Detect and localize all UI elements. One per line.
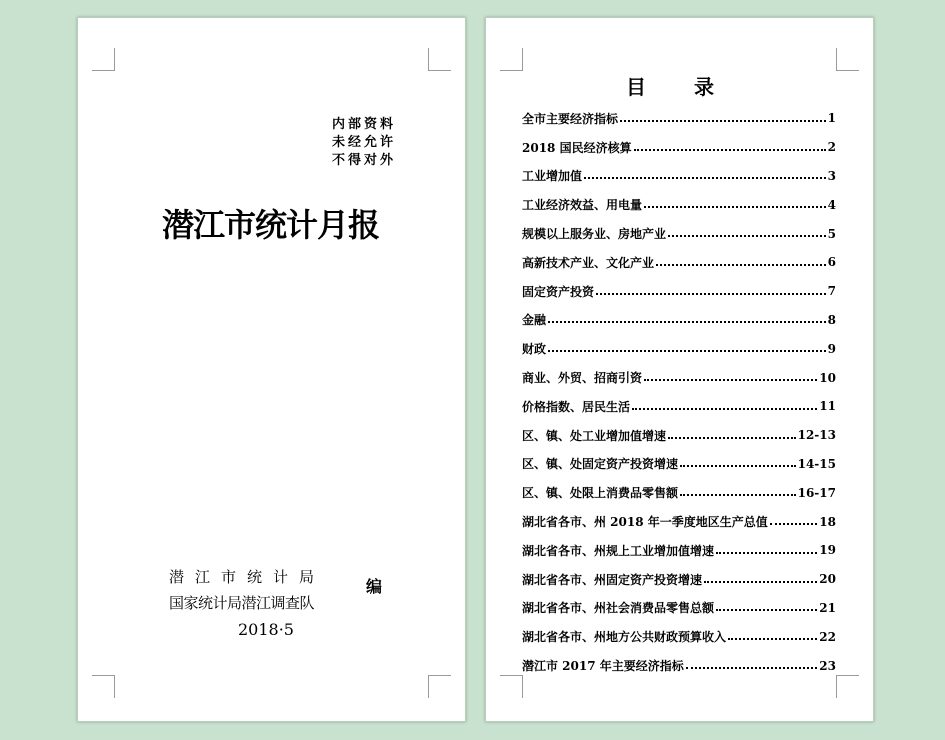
toc-entry[interactable] — [522, 622, 836, 651]
toc-leader-dots — [668, 436, 796, 439]
toc-entry[interactable] — [522, 507, 836, 536]
toc-leader-dots — [704, 580, 817, 583]
toc-entry-title: 湖北省各市、州 2018 年一季度地区生产总值 — [522, 515, 768, 530]
toc-entry-title: 高新技术产业、文化产业 — [522, 255, 655, 270]
toc-leader-dots — [632, 407, 817, 410]
toc-entry-title: 潜江市 2017 年主要经济指标 — [522, 659, 684, 674]
crop-mark — [500, 675, 523, 698]
crop-mark — [428, 48, 451, 71]
crop-mark — [836, 48, 859, 71]
toc-entry[interactable] — [522, 421, 836, 450]
toc-entry-title: 湖北省各市、州固定资产投资增速 — [522, 572, 703, 587]
toc-entry-title: 湖北省各市、州社会消费品零售总额 — [522, 601, 715, 616]
toc-leader-dots — [668, 234, 826, 237]
toc-entry-page: 21 — [819, 600, 836, 615]
toc-page — [485, 17, 874, 722]
toc-entry[interactable] — [522, 334, 836, 363]
toc-entry[interactable] — [522, 190, 836, 219]
crop-mark — [92, 675, 115, 698]
toc-leader-dots — [680, 493, 796, 496]
publisher-block — [169, 564, 359, 616]
toc-leader-dots — [596, 292, 826, 295]
toc-leader-dots — [548, 320, 826, 323]
toc-entry[interactable] — [522, 478, 836, 507]
toc-entry-page: 1 — [827, 111, 836, 126]
toc-entry-page: 11 — [819, 399, 836, 414]
crop-mark — [836, 675, 859, 698]
toc-entry-title: 价格指数、居民生活 — [522, 399, 631, 414]
toc-entry-page: 2 — [827, 140, 836, 155]
toc-leader-dots — [644, 378, 817, 381]
toc-entry-title: 湖北省各市、州地方公共财政预算收入 — [522, 630, 727, 645]
toc-entry-page: 12-13 — [797, 428, 836, 443]
toc-entry-title: 固定资产投资 — [522, 284, 595, 299]
toc-entry[interactable] — [522, 594, 836, 623]
toc-entry-title: 商业、外贸、招商引资 — [522, 371, 643, 386]
toc-entry-title: 湖北省各市、州规上工业增加值增速 — [522, 543, 715, 558]
toc-leader-dots — [656, 263, 826, 266]
toc-leader-dots — [584, 176, 826, 179]
toc-entry[interactable] — [522, 651, 836, 680]
toc-entry-page: 4 — [827, 197, 836, 212]
publisher-suffix: 编 — [366, 577, 383, 596]
toc-entry-page: 20 — [819, 572, 836, 587]
publisher-name-2: 国家统计局潜江调查队 — [169, 594, 315, 612]
toc-leader-dots — [620, 119, 826, 122]
toc-leader-dots — [680, 464, 796, 467]
toc-entry[interactable] — [522, 450, 836, 479]
toc-entry-title: 全市主要经济指标 — [522, 111, 619, 126]
cover-page — [77, 17, 466, 722]
toc-leader-dots — [770, 522, 818, 525]
toc-heading: 目录 — [626, 75, 762, 99]
toc-entry[interactable] — [522, 363, 836, 392]
toc-leader-dots — [716, 551, 817, 554]
toc-entry[interactable] — [522, 277, 836, 306]
toc-entry-page: 5 — [827, 226, 836, 241]
publication-date: 2018·5 — [238, 620, 294, 639]
toc-entry[interactable] — [522, 104, 836, 133]
toc-entry[interactable] — [522, 306, 836, 335]
crop-mark — [428, 675, 451, 698]
toc-leader-dots — [716, 608, 817, 611]
toc-leader-dots — [634, 148, 826, 151]
toc-entry-title: 区、镇、处限上消费品零售额 — [522, 486, 679, 501]
toc-entry[interactable] — [522, 248, 836, 277]
toc-entry-page: 8 — [827, 312, 836, 327]
crop-mark — [500, 48, 523, 71]
toc-entry-title: 区、镇、处工业增加值增速 — [522, 428, 667, 443]
notice-line: 不得对外 — [332, 153, 397, 168]
toc-entry-page: 22 — [819, 629, 836, 644]
confidential-notice — [332, 116, 396, 170]
notice-line: 内部资料 — [332, 117, 397, 132]
toc-entry[interactable] — [522, 536, 836, 565]
notice-line: 未经允许 — [332, 135, 397, 150]
toc-leader-dots — [644, 205, 826, 208]
toc-entry[interactable] — [522, 392, 836, 421]
toc-list — [522, 104, 836, 680]
toc-entry-page: 9 — [827, 341, 836, 356]
toc-entry-title: 金融 — [522, 313, 547, 328]
toc-entry-title: 工业增加值 — [522, 169, 583, 184]
toc-entry-title: 2018 国民经济核算 — [522, 140, 632, 155]
toc-entry-page: 7 — [827, 284, 836, 299]
toc-entry-title: 规模以上服务业、房地产业 — [522, 227, 667, 242]
toc-entry-page: 3 — [827, 168, 836, 183]
toc-entry-page: 14-15 — [797, 456, 836, 471]
toc-leader-dots — [728, 637, 817, 640]
toc-entry-page: 19 — [819, 543, 836, 558]
toc-entry-title: 工业经济效益、用电量 — [522, 198, 643, 213]
toc-leader-dots — [548, 349, 826, 352]
publisher-name: 潜江市统计局 — [169, 568, 326, 586]
toc-entry[interactable] — [522, 219, 836, 248]
toc-entry-title: 区、镇、处固定资产投资增速 — [522, 457, 679, 472]
toc-entry[interactable] — [522, 565, 836, 594]
toc-entry[interactable] — [522, 162, 836, 191]
toc-entry-page: 16-17 — [797, 485, 836, 500]
toc-entry-page: 6 — [827, 255, 836, 270]
toc-entry-title: 财政 — [522, 342, 547, 357]
toc-entry-page: 23 — [819, 658, 836, 673]
report-title: 潜江市统计月报 — [162, 206, 380, 244]
toc-entry-page: 18 — [819, 514, 836, 529]
toc-entry-page: 10 — [819, 370, 836, 385]
toc-entry[interactable] — [522, 133, 836, 162]
crop-mark — [92, 48, 115, 71]
toc-leader-dots — [686, 666, 818, 669]
